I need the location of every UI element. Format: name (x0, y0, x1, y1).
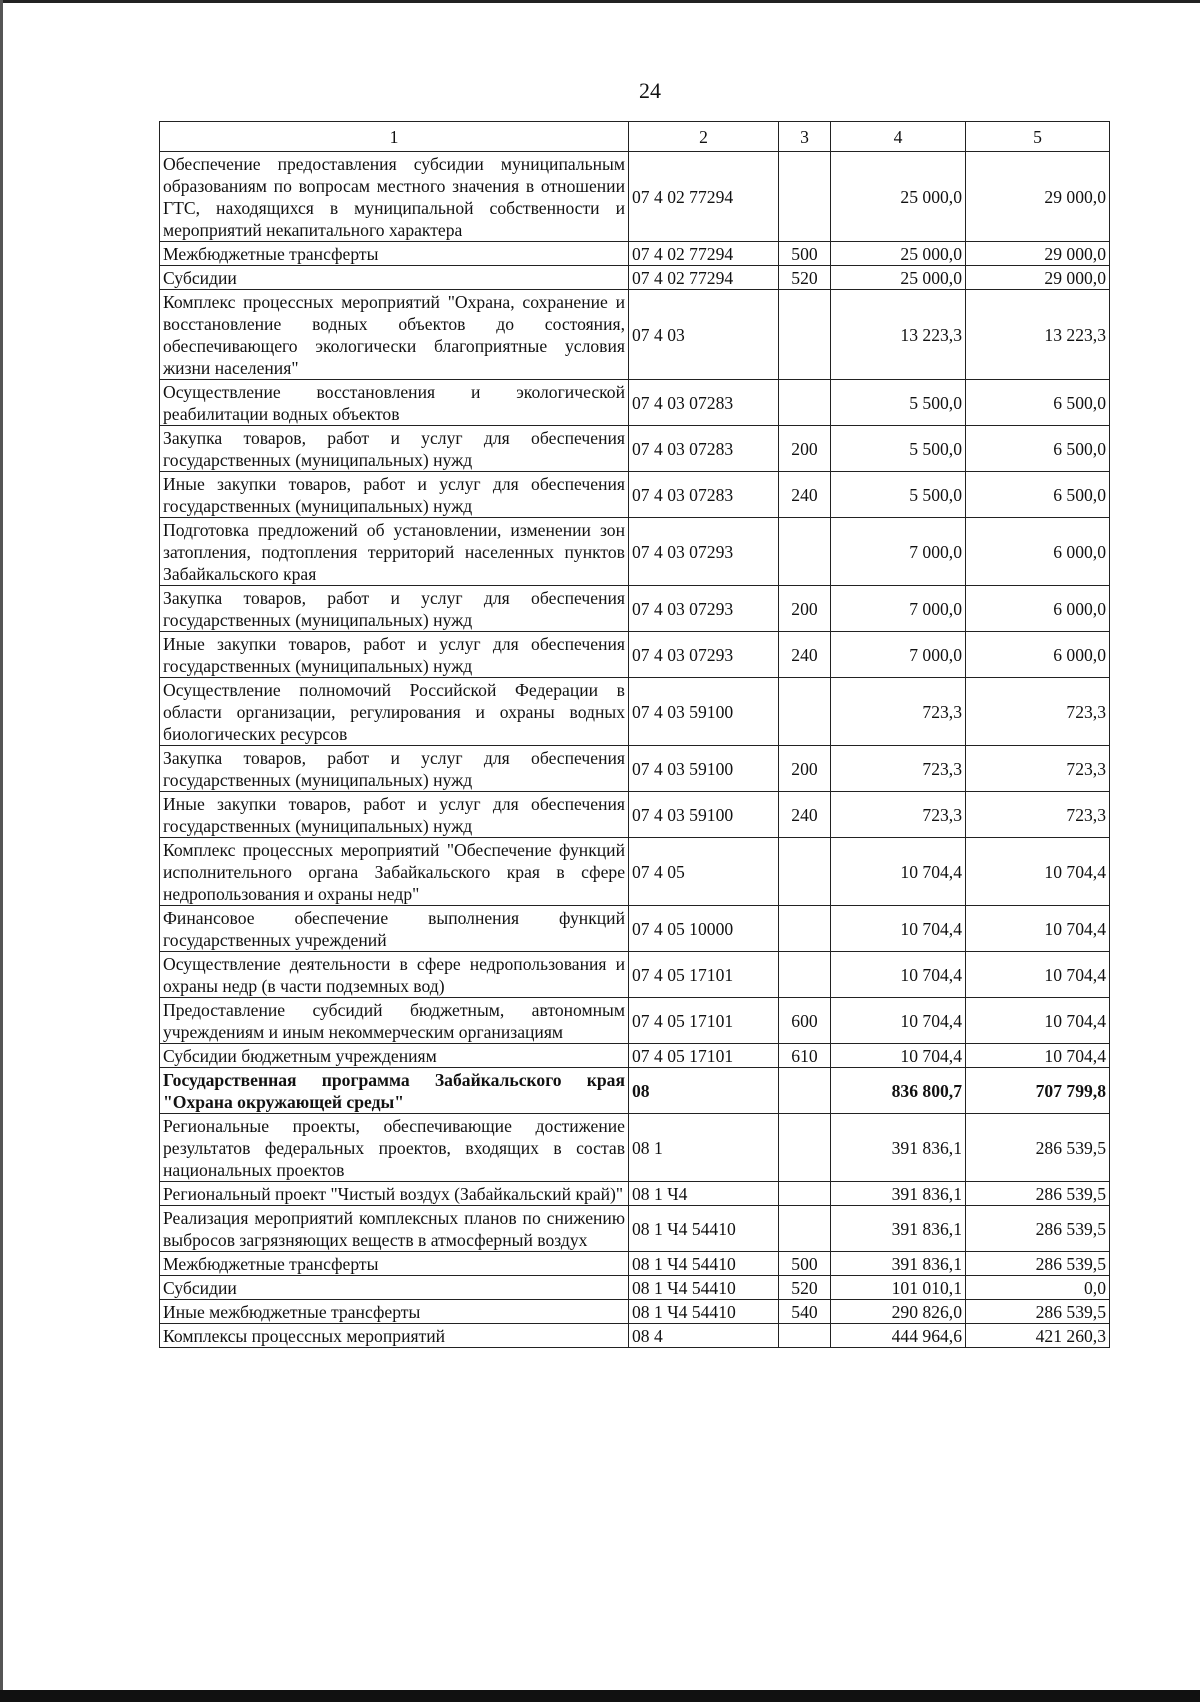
table-row (160, 1044, 1110, 1068)
header-cell: 2 (629, 122, 779, 152)
row-expense-type-cell: 240 (779, 632, 831, 678)
row-value-col5-cell: 286 539,5 (966, 1252, 1110, 1276)
row-value-col4-cell: 13 223,3 (831, 290, 966, 380)
table-row (160, 380, 1110, 426)
row-expense-type-cell (779, 1068, 831, 1114)
scan-border-top (0, 0, 1200, 3)
table-row (160, 1068, 1110, 1114)
row-value-col4-cell: 7 000,0 (831, 586, 966, 632)
row-value-col5-cell: 6 500,0 (966, 426, 1110, 472)
row-code-cell: 07 4 05 (629, 838, 779, 906)
header-cell: 1 (160, 122, 629, 152)
row-code-cell: 07 4 05 17101 (629, 998, 779, 1044)
table-row (160, 518, 1110, 586)
row-expense-type-cell (779, 952, 831, 998)
row-value-col4-cell: 723,3 (831, 678, 966, 746)
row-value-col4-cell: 7 000,0 (831, 632, 966, 678)
row-name-cell: Региональные проекты, обеспечивающие достижение результатов федеральных проектов, входящих в состав национальных проектов (160, 1114, 629, 1182)
row-code-cell: 07 4 05 10000 (629, 906, 779, 952)
row-value-col4-cell: 25 000,0 (831, 242, 966, 266)
row-value-col4-cell: 5 500,0 (831, 426, 966, 472)
row-name-cell: Осуществление восстановления и экологической реабилитации водных объектов (160, 380, 629, 426)
row-name-cell: Субсидии (160, 266, 629, 290)
page-number: 24 (639, 78, 661, 103)
header-cell: 3 (779, 122, 831, 152)
row-name-cell: Закупка товаров, работ и услуг для обеспечения государственных (муниципальных) нужд (160, 586, 629, 632)
row-code-cell: 08 1 Ч4 (629, 1182, 779, 1206)
table-row (160, 1252, 1110, 1276)
row-code-cell: 07 4 03 59100 (629, 678, 779, 746)
table-row (160, 1182, 1110, 1206)
row-expense-type-cell (779, 838, 831, 906)
row-code-cell: 07 4 03 (629, 290, 779, 380)
row-name-cell: Субсидии (160, 1276, 629, 1300)
table-body (160, 152, 1110, 1348)
header-cell: 4 (831, 122, 966, 152)
table-row (160, 1206, 1110, 1252)
row-value-col5-cell: 0,0 (966, 1276, 1110, 1300)
row-value-col4-cell: 7 000,0 (831, 518, 966, 586)
row-value-col4-cell: 5 500,0 (831, 472, 966, 518)
row-value-col4-cell: 391 836,1 (831, 1206, 966, 1252)
table-row (160, 290, 1110, 380)
row-code-cell: 07 4 03 59100 (629, 792, 779, 838)
row-expense-type-cell: 540 (779, 1300, 831, 1324)
row-code-cell: 08 1 Ч4 54410 (629, 1252, 779, 1276)
table-row (160, 242, 1110, 266)
table-row (160, 1300, 1110, 1324)
row-code-cell: 07 4 03 07293 (629, 586, 779, 632)
row-name-cell: Комплекс процессных мероприятий "Охрана, сохранение и восстановление водных объектов до состояния, обеспечивающего экологически благоприятные условия жизни населения" (160, 290, 629, 380)
row-code-cell: 07 4 05 17101 (629, 1044, 779, 1068)
row-name-cell: Региональный проект "Чистый воздух (Забайкальский край)" (160, 1182, 629, 1206)
row-code-cell: 07 4 02 77294 (629, 152, 779, 242)
row-expense-type-cell: 600 (779, 998, 831, 1044)
row-value-col5-cell: 286 539,5 (966, 1114, 1110, 1182)
row-code-cell: 08 1 (629, 1114, 779, 1182)
table-row (160, 906, 1110, 952)
row-code-cell: 08 1 Ч4 54410 (629, 1276, 779, 1300)
table-row (160, 678, 1110, 746)
row-name-cell: Государственная программа Забайкальского края "Охрана окружающей среды" (160, 1068, 629, 1114)
row-expense-type-cell (779, 152, 831, 242)
row-value-col4-cell: 723,3 (831, 792, 966, 838)
row-expense-type-cell (779, 290, 831, 380)
table-row (160, 1276, 1110, 1300)
row-code-cell: 08 (629, 1068, 779, 1114)
row-expense-type-cell (779, 380, 831, 426)
table-row (160, 746, 1110, 792)
row-name-cell: Осуществление полномочий Российской Федерации в области организации, регулирования и охраны водных биологических ресурсов (160, 678, 629, 746)
row-value-col4-cell: 391 836,1 (831, 1114, 966, 1182)
row-name-cell: Иные закупки товаров, работ и услуг для обеспечения государственных (муниципальных) нужд (160, 632, 629, 678)
row-name-cell: Иные закупки товаров, работ и услуг для обеспечения государственных (муниципальных) нужд (160, 472, 629, 518)
row-value-col4-cell: 391 836,1 (831, 1182, 966, 1206)
table-row (160, 426, 1110, 472)
row-value-col4-cell: 10 704,4 (831, 952, 966, 998)
row-value-col5-cell: 10 704,4 (966, 838, 1110, 906)
row-value-col4-cell: 25 000,0 (831, 152, 966, 242)
row-expense-type-cell: 240 (779, 472, 831, 518)
row-value-col4-cell: 10 704,4 (831, 838, 966, 906)
row-name-cell: Межбюджетные трансферты (160, 1252, 629, 1276)
row-value-col4-cell: 290 826,0 (831, 1300, 966, 1324)
row-value-col5-cell: 723,3 (966, 792, 1110, 838)
row-value-col4-cell: 391 836,1 (831, 1252, 966, 1276)
row-expense-type-cell: 200 (779, 586, 831, 632)
row-value-col5-cell: 286 539,5 (966, 1300, 1110, 1324)
row-code-cell: 07 4 03 07293 (629, 632, 779, 678)
table-row (160, 472, 1110, 518)
row-expense-type-cell: 520 (779, 266, 831, 290)
table-row (160, 838, 1110, 906)
row-expense-type-cell (779, 678, 831, 746)
row-name-cell: Реализация мероприятий комплексных планов по снижению выбросов загрязняющих веществ в атмосферный воздух (160, 1206, 629, 1252)
table-row (160, 586, 1110, 632)
table-row (160, 632, 1110, 678)
header-cell: 5 (966, 122, 1110, 152)
row-value-col4-cell: 723,3 (831, 746, 966, 792)
row-value-col5-cell: 6 000,0 (966, 518, 1110, 586)
scan-border-left (0, 0, 3, 1702)
row-name-cell: Осуществление деятельности в сфере недропользования и охраны недр (в части подземных вод) (160, 952, 629, 998)
row-value-col5-cell: 723,3 (966, 746, 1110, 792)
row-value-col4-cell: 10 704,4 (831, 1044, 966, 1068)
row-value-col5-cell: 10 704,4 (966, 906, 1110, 952)
row-value-col5-cell: 10 704,4 (966, 952, 1110, 998)
row-expense-type-cell (779, 1206, 831, 1252)
row-value-col5-cell: 6 500,0 (966, 472, 1110, 518)
row-value-col5-cell: 6 000,0 (966, 632, 1110, 678)
row-code-cell: 08 1 Ч4 54410 (629, 1206, 779, 1252)
budget-table (159, 121, 1110, 1348)
row-code-cell: 08 4 (629, 1324, 779, 1348)
row-expense-type-cell (779, 518, 831, 586)
row-expense-type-cell (779, 1114, 831, 1182)
row-name-cell: Закупка товаров, работ и услуг для обеспечения государственных (муниципальных) нужд (160, 426, 629, 472)
row-expense-type-cell: 520 (779, 1276, 831, 1300)
row-value-col5-cell: 6 500,0 (966, 380, 1110, 426)
scan-border-bottom (0, 1690, 1200, 1702)
row-expense-type-cell (779, 1324, 831, 1348)
row-value-col5-cell: 707 799,8 (966, 1068, 1110, 1114)
row-expense-type-cell: 240 (779, 792, 831, 838)
row-value-col4-cell: 10 704,4 (831, 998, 966, 1044)
row-code-cell: 07 4 02 77294 (629, 266, 779, 290)
row-code-cell: 07 4 03 07283 (629, 472, 779, 518)
row-name-cell: Комплексы процессных мероприятий (160, 1324, 629, 1348)
row-value-col5-cell: 10 704,4 (966, 998, 1110, 1044)
row-code-cell: 07 4 03 59100 (629, 746, 779, 792)
row-code-cell: 08 1 Ч4 54410 (629, 1300, 779, 1324)
row-expense-type-cell: 200 (779, 746, 831, 792)
row-value-col4-cell: 444 964,6 (831, 1324, 966, 1348)
row-value-col4-cell: 10 704,4 (831, 906, 966, 952)
row-value-col5-cell: 13 223,3 (966, 290, 1110, 380)
row-value-col5-cell: 10 704,4 (966, 1044, 1110, 1068)
row-value-col4-cell: 25 000,0 (831, 266, 966, 290)
row-expense-type-cell: 500 (779, 1252, 831, 1276)
table-row (160, 1114, 1110, 1182)
row-name-cell: Подготовка предложений об установлении, изменении зон затопления, подтопления территорий населенных пунктов Забайкальского края (160, 518, 629, 586)
row-expense-type-cell (779, 1182, 831, 1206)
table-row (160, 792, 1110, 838)
row-value-col5-cell: 6 000,0 (966, 586, 1110, 632)
row-value-col5-cell: 29 000,0 (966, 152, 1110, 242)
row-value-col5-cell: 723,3 (966, 678, 1110, 746)
row-name-cell: Иные закупки товаров, работ и услуг для обеспечения государственных (муниципальных) нужд (160, 792, 629, 838)
row-code-cell: 07 4 03 07283 (629, 380, 779, 426)
row-name-cell: Финансовое обеспечение выполнения функций государственных учреждений (160, 906, 629, 952)
row-name-cell: Иные межбюджетные трансферты (160, 1300, 629, 1324)
row-name-cell: Обеспечение предоставления субсидии муниципальным образованиям по вопросам местного значения в отношении ГТС, находящихся в муниципальной собственности и мероприятий некапитального характера (160, 152, 629, 242)
row-expense-type-cell: 610 (779, 1044, 831, 1068)
table-row (160, 998, 1110, 1044)
row-code-cell: 07 4 03 07293 (629, 518, 779, 586)
row-code-cell: 07 4 02 77294 (629, 242, 779, 266)
table-row (160, 266, 1110, 290)
row-name-cell: Субсидии бюджетным учреждениям (160, 1044, 629, 1068)
row-value-col5-cell: 286 539,5 (966, 1182, 1110, 1206)
row-value-col4-cell: 836 800,7 (831, 1068, 966, 1114)
header-row (160, 122, 1110, 152)
row-expense-type-cell: 500 (779, 242, 831, 266)
table-row (160, 1324, 1110, 1348)
row-value-col4-cell: 101 010,1 (831, 1276, 966, 1300)
row-name-cell: Межбюджетные трансферты (160, 242, 629, 266)
row-value-col5-cell: 421 260,3 (966, 1324, 1110, 1348)
table-row (160, 952, 1110, 998)
row-name-cell: Комплекс процессных мероприятий "Обеспечение функций исполнительного органа Забайкальского края в сфере недропользования и охраны недр" (160, 838, 629, 906)
row-name-cell: Закупка товаров, работ и услуг для обеспечения государственных (муниципальных) нужд (160, 746, 629, 792)
row-value-col5-cell: 286 539,5 (966, 1206, 1110, 1252)
row-value-col5-cell: 29 000,0 (966, 242, 1110, 266)
row-name-cell: Предоставление субсидий бюджетным, автономным учреждениям и иным некоммерческим организациям (160, 998, 629, 1044)
row-code-cell: 07 4 05 17101 (629, 952, 779, 998)
row-expense-type-cell: 200 (779, 426, 831, 472)
row-expense-type-cell (779, 906, 831, 952)
table-row (160, 152, 1110, 242)
row-value-col4-cell: 5 500,0 (831, 380, 966, 426)
row-code-cell: 07 4 03 07283 (629, 426, 779, 472)
row-value-col5-cell: 29 000,0 (966, 266, 1110, 290)
